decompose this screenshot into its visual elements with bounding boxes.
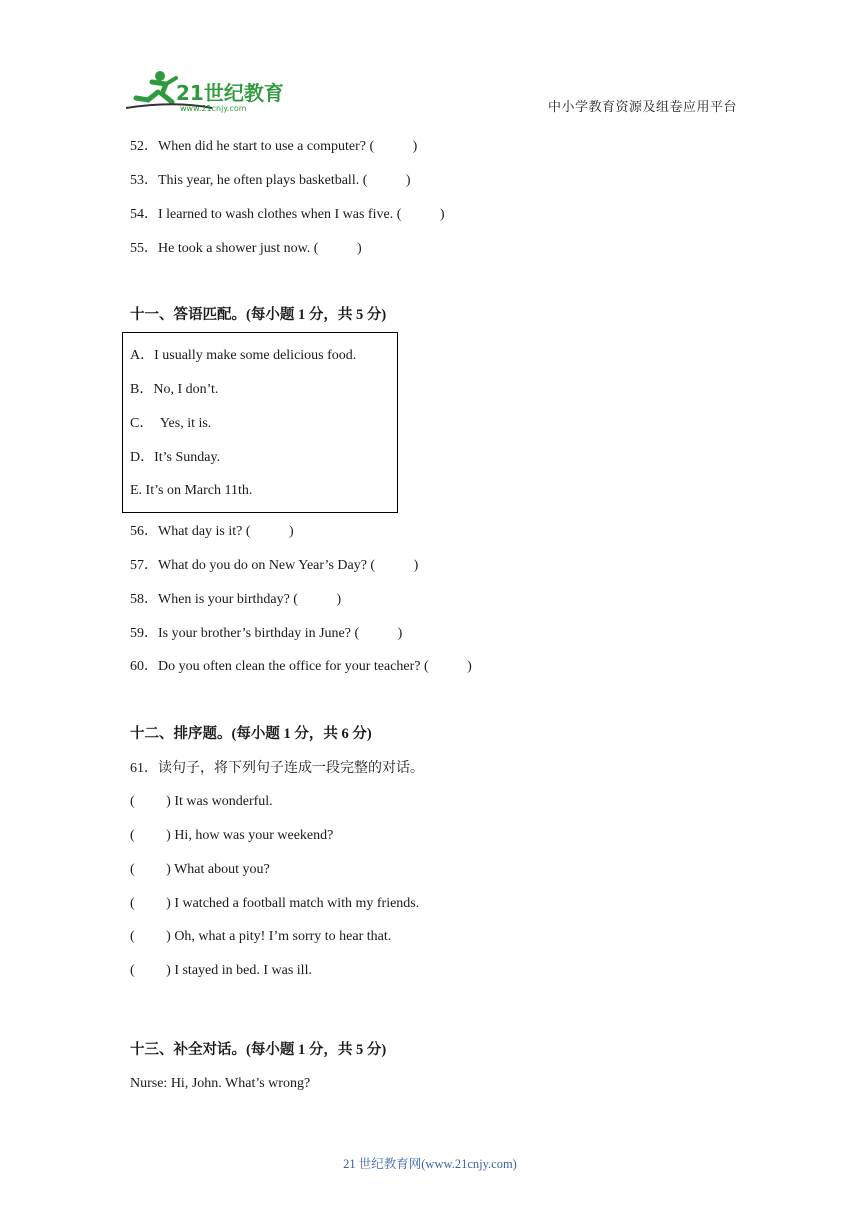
question-53: 53．This year, he often plays basketball. ( ) [130, 173, 411, 188]
nurse-line: Nurse: Hi, John. What’s wrong? [130, 1076, 311, 1091]
question-52: 52．When did he start to use a computer? ( ) [130, 139, 418, 154]
question-60: 60．Do you often clean the office for your teacher? ( ) [130, 659, 472, 674]
question-54: 54．I learned to wash clothes when I was five. ( ) [130, 207, 445, 222]
option-e: E. It’s on March 11th. [130, 483, 253, 498]
question-61-instruction: 61．读句子，将下列句子连成一段完整的对话。 [130, 761, 424, 776]
section-11-heading: 十一、答语匹配。(每小题 1 分，共 5 分) [130, 307, 387, 323]
question-56: 56．What day is it? ( ) [130, 524, 294, 539]
question-59: 59．Is your brother’s birthday in June? ( ) [130, 626, 403, 641]
option-a: A．I usually make some delicious food. [130, 348, 357, 363]
dialog-line-2: ( ) Hi, how was your weekend? [130, 828, 334, 843]
site-logo [122, 68, 292, 114]
option-d: D．It’s Sunday. [130, 450, 221, 465]
logo-text: 21世纪教育 [176, 81, 284, 105]
section-13-heading: 十三、补全对话。(每小题 1 分，共 5 分) [130, 1042, 387, 1058]
dialog-line-4: ( ) I watched a football match with my friends. [130, 896, 420, 911]
question-55: 55．He took a shower just now. ( ) [130, 241, 362, 256]
option-b: B．No, I don’t. [130, 382, 219, 397]
question-58: 58．When is your birthday? ( ) [130, 592, 342, 607]
footer-text: 21 世纪教育网(www.21cnjy.com) [343, 1157, 517, 1171]
dialog-line-5: ( ) Oh, what a pity! I’m sorry to hear that. [130, 929, 392, 944]
dialog-line-6: ( ) I stayed in bed. I was ill. [130, 963, 312, 978]
logo-url: www.21cnjy.com [180, 104, 247, 113]
dialog-line-3: ( ) What about you? [130, 862, 270, 877]
question-57: 57．What do you do on New Year’s Day? ( ) [130, 558, 419, 573]
dialog-line-1: ( ) It was wonderful. [130, 794, 273, 809]
platform-name: 中小学教育资源及组卷应用平台 [548, 99, 738, 114]
section-12-heading: 十二、排序题。(每小题 1 分，共 6 分) [130, 726, 372, 742]
option-c: C． Yes, it is. [130, 416, 212, 431]
